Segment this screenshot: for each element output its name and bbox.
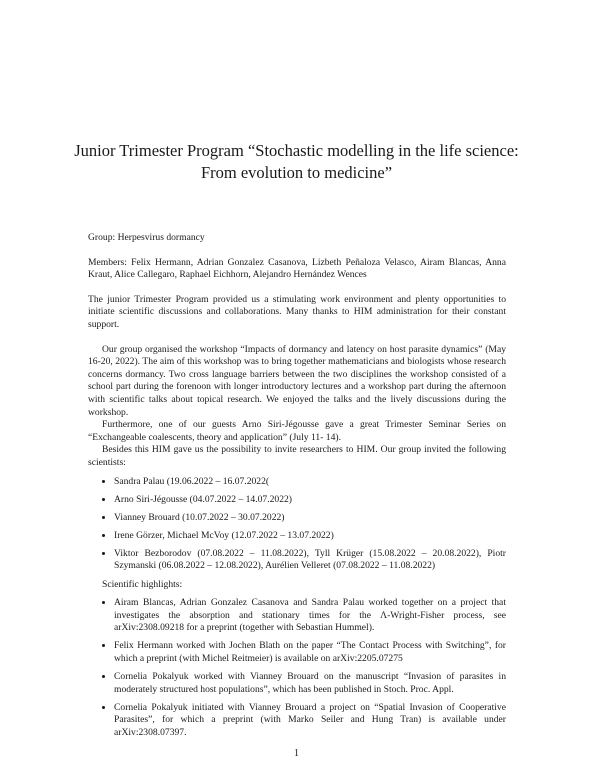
list-item: • Viktor Bezborodov (07.08.2022 – 11.08.2022), Tyll Krüger (15.08.2022 – 20.08.2022), Piotr Szymanski (06.08.2022 – 12.08.2022), Aurélien Velleret (07.08.2022 – 11.08.2022) [114,548,506,573]
members-paragraph: Members: Felix Hermann, Adrian Gonzalez Casanova, Lizbeth Peñaloza Velasco, Airam Blancas, Anna Kraut, Alice Callegaro, Raphael Eichhorn, Alejandro Hernández Wences [88,256,506,281]
list-item: • Cornelia Pokalyuk initiated with Vianney Brouard a project on “Spatial Invasion of Cooperative Parasites”, for which a preprint (with Marko Seiler and Hung Tran) is available under arXiv:2308.07397. [114,702,506,740]
scientists-list [88,476,506,574]
list-item: • Vianney Brouard (10.07.2022 – 30.07.2022) [114,512,506,525]
list-item: • Sandra Palau (19.06.2022 – 16.07.2022( [114,476,506,489]
list-item: • Arno Siri-Jégousse (04.07.2022 – 14.07.2022) [114,494,506,507]
workshop-paragraph: Our group organised the workshop “Impacts of dormancy and latency on host parasite dynamics” (May 16-20, 2022). The aim of this workshop was to bring together mathematicians and biologists whose research concerns dormancy. Two cross language barriers between the two disciplines the workshop consisted of a school part during the forenoon with longer introductory lectures and a workshop part during the afternoon with scientific talks about topical research. We enjoyed the talks and the lively discussions during the workshop. [88,343,506,418]
page-number: 1 [294,748,299,759]
intro-paragraph: The junior Trimester Program provided us a stimulating work environment and plenty opportunities to initiate scientific discussions and collaborations. Many thanks to HIM administration for their constant support. [88,293,506,330]
document-body [88,232,506,745]
list-item: • Airam Blancas, Adrian Gonzalez Casanova and Sandra Palau worked together on a project that investigates the absorption and stationary times for the Λ-Wright-Fisher process, see arXiv:2308.09218 for a preprint (together with Sebastian Hummel). [114,597,506,635]
invite-paragraph: Besides this HIM gave us the possibility to invite researchers to HIM. Our group invited the following scientists: [88,444,506,468]
list-item: • Cornelia Pokalyuk worked with Vianney Brouard on the manuscript “Invasion of parasites in moderately structured host populations”, which has been published in Stoch. Proc. Appl. [114,671,506,696]
list-item: • Felix Hermann worked with Jochen Blath on the paper “The Contact Process with Switching”, for which a preprint (with Michel Reitmeier) is available on arXiv:2205.07275 [114,640,506,665]
highlights-heading: Scientific highlights: [102,578,183,590]
page-title: Junior Trimester Program “Stochastic modelling in the life science: From evolution to medicine” [74,141,519,182]
group-line: Group: Herpesvirus dormancy [88,232,205,243]
list-item: • Irene Görzer, Michael McVoy (12.07.2022 – 13.07.2022) [114,530,506,543]
highlights-list [88,597,506,739]
seminar-paragraph: Furthermore, one of our guests Arno Siri-Jégousse gave a great Trimester Seminar Series on “Exchangeable coalescents, theory and application” (July 11- 14). [88,419,506,443]
